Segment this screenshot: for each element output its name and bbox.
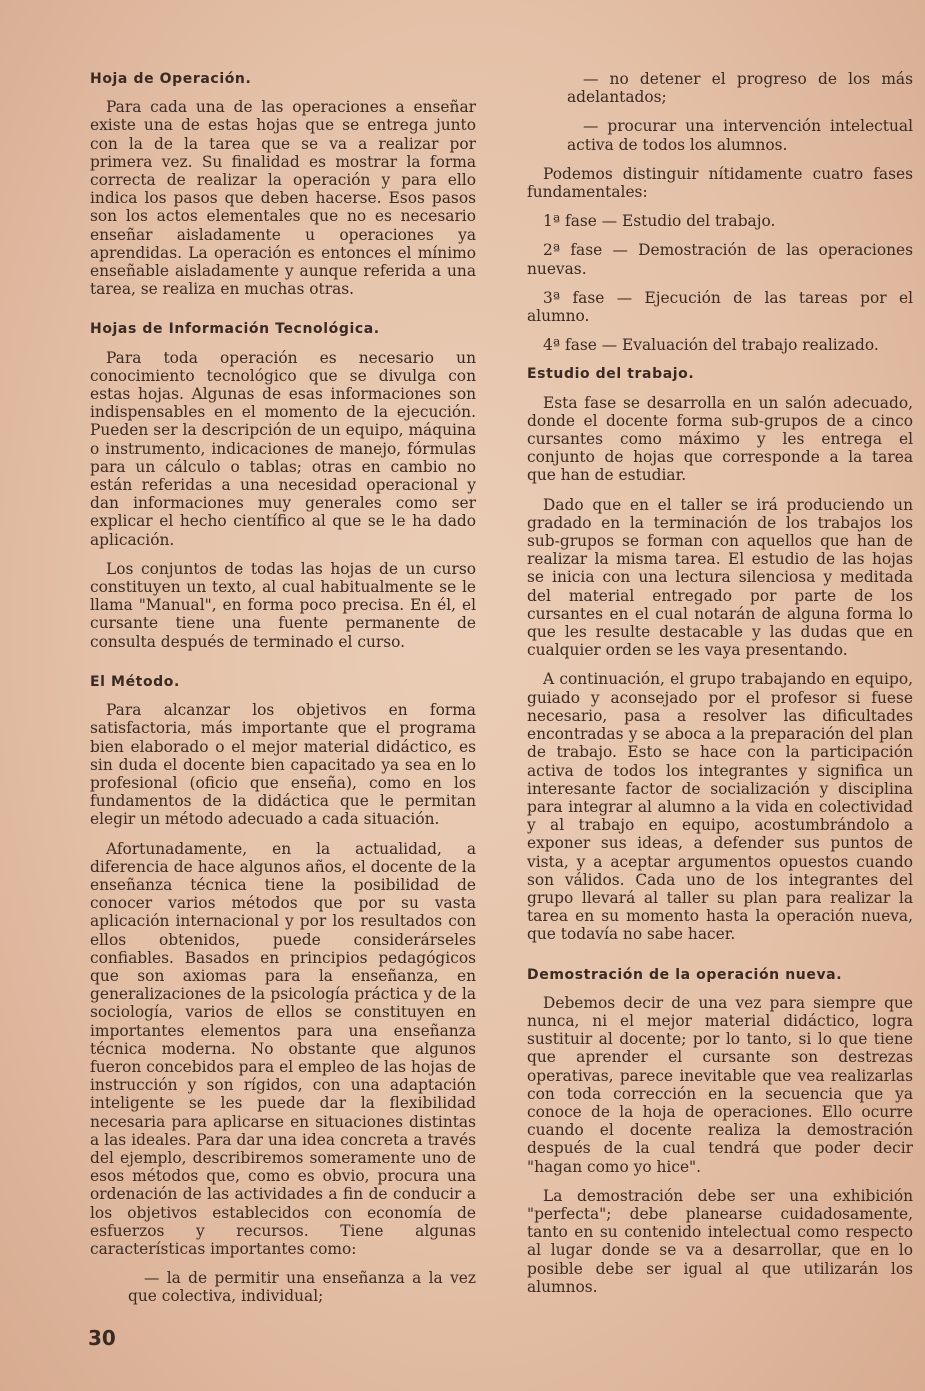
phase-item: 3ª fase — Ejecución de las tareas por el alumno.	[527, 288, 913, 326]
paragraph: Para cada una de las operaciones a enseñar existe una de estas hojas que se entrega junto con la de la tarea que se va a realizar por primera vez. Su finalidad es mostrar la forma correcta de realizar la operación y para ello indica los pasos que deben hacerse. Esos pasos son los actos elementales que no es necesario enseñar aisladamente u operaciones ya aprendidas. La operación es entonces el mínimo enseñable aisladamente y aunque referida a una tarea, se realiza en muchas otras.	[90, 98, 476, 299]
dash-item: — la de permitir una enseñanza a la vez que colectiva, individual;	[128, 1269, 476, 1306]
dash-item: — procurar una intervención intelectual activa de todos los alumnos.	[567, 117, 913, 154]
paragraph: Los conjuntos de todas las hojas de un curso constituyen un texto, al cual habitualmente se le llama "Manual", en forma poco precisa. En él, el cursante tiene una fuente permanente de consulta después de terminado el curso.	[90, 559, 476, 651]
paragraph: A continuación, el grupo trabajando en equipo, guiado y aconsejado por el profesor si fuese necesario, pasa a resolver las dificultades encontradas y se aboca a la preparación del plan de trabajo. Esto se hace con la participación activa de todos los integrantes y significa un interesante factor de socialización y disciplina para integrar al alumno a la vida en colectividad y al trabajo en equipo, acostumbrándolo a exponer sus ideas, a defender sus puntos de vista, y a aceptar argumentos opuestos cuando son válidos. Cada uno de los integrantes del grupo llevará al taller su plan para realizar la tarea en su momento hasta la operación nueva, que todavía no sabe hacer.	[527, 670, 913, 944]
heading-demostracion: Demostración de la operación nueva.	[527, 966, 843, 983]
heading-el-metodo: El Método.	[90, 673, 180, 690]
phase-item: 1ª fase — Estudio del trabajo.	[543, 212, 776, 231]
heading-hoja-operacion: Hoja de Operación.	[90, 71, 252, 87]
left-column	[90, 70, 476, 1317]
right-column	[527, 70, 913, 1307]
paragraph: Para toda operación es necesario un conocimiento tecnológico que se divulga con estas hojas. Algunas de esas informaciones son indispensables en el momento de la ejecución. Pueden ser la descripción de un equipo, máquina o instrumento, indicaciones de manejo, fórmulas para un cálculo o tablas; otras en cambio no están referidas a una necesidad operacional y dan informaciones muy generales como ser explicar el hecho científico al que se le ha dado aplicación.	[90, 348, 476, 549]
paragraph: Dado que en el taller se irá produciendo un gradado en la terminación de los trabajos los sub-grupos se forman con aquellos que han de realizar la misma tarea. El estudio de las hojas se inicia con una lectura silenciosa y meditada del material entregado por parte de los cursantes en el cual notarán de alguna forma lo que les resulte destacable y las dudas que en cualquier orden se les vaya presentando.	[527, 495, 913, 660]
paragraph: Afortunadamente, en la actualidad, a diferencia de hace algunos años, el docente de la enseñanza técnica tiene la posibilidad de conocer varios métodos que por su vasta aplicación internacional y por los resultados con ellos obtenidos, puede considerárseles confiables. Basados en principios pedagógicos que son axiomas para la enseñanza, en generalizaciones de la psicología práctica y de la sociología, varios de ellos se constituyen en importantes elementos para una enseñanza técnica moderna. No obstante que algunos fueron concebidos para el empleo de las hojas de instrucción y son rígidos, con una adaptación inteligente se les puede dar la flexibilidad necesaria para aplicarse en situaciones distintas a las ideales. Para dar una idea concreta a través del ejemplo, describiremos someramente uno de esos métodos que, como es obvio, procura una ordenación de las actividades a fin de conducir a los objetivos establecidos con economía de esfuerzos y recursos. Tiene algunas características importantes como:	[90, 839, 476, 1258]
paragraph: Debemos decir de una vez para siempre que nunca, ni el mejor material didáctico, logra sustituir al docente; por lo tanto, si lo que tiene que aprender el cursante son destrezas operativas, parece inevitable que vea realizarlas con toda corrección en la secuencia que ya conoce de la hoja de operaciones. Ello ocurre cuando el docente realiza la demostración después de la cual tendrá que poder decir "hagan como yo hice".	[527, 993, 913, 1176]
paragraph: Para alcanzar los objetivos en forma satisfactoria, más importante que el programa bien elaborado o el mejor material didáctico, es sin duda el docente bien capacitado ya sea en lo profesional (oficio que enseña), como en los fundamentos de la didáctica que le permitan elegir un método adecuado a cada situación.	[90, 701, 476, 829]
dash-item: — no detener el progreso de los más adelantados;	[567, 70, 913, 107]
page-number: 30	[88, 1326, 116, 1350]
paragraph: Podemos distinguir nítidamente cuatro fases fundamentales:	[527, 164, 913, 202]
phase-item: 4ª fase — Evaluación del trabajo realizado.	[543, 336, 879, 355]
heading-estudio-trabajo: Estudio del trabajo.	[527, 366, 695, 383]
paragraph: Esta fase se desarrolla en un salón adecuado, donde el docente forma sub-grupos de a cinco cursantes como máximo y les entrega el conjunto de hojas que corresponde a la tarea que han de estudiar.	[527, 393, 913, 485]
paragraph: La demostración debe ser una exhibición "perfecta"; debe planearse cuidadosamente, tanto en su contenido intelectual como respecto al lugar donde se va a desarrollar, que en lo posible debe ser igual al que utilizarán los alumnos.	[527, 1186, 913, 1296]
heading-hojas-informacion: Hojas de Información Tecnológica.	[90, 321, 380, 338]
phase-item: 2ª fase — Demostración de las operaciones nuevas.	[527, 241, 913, 278]
